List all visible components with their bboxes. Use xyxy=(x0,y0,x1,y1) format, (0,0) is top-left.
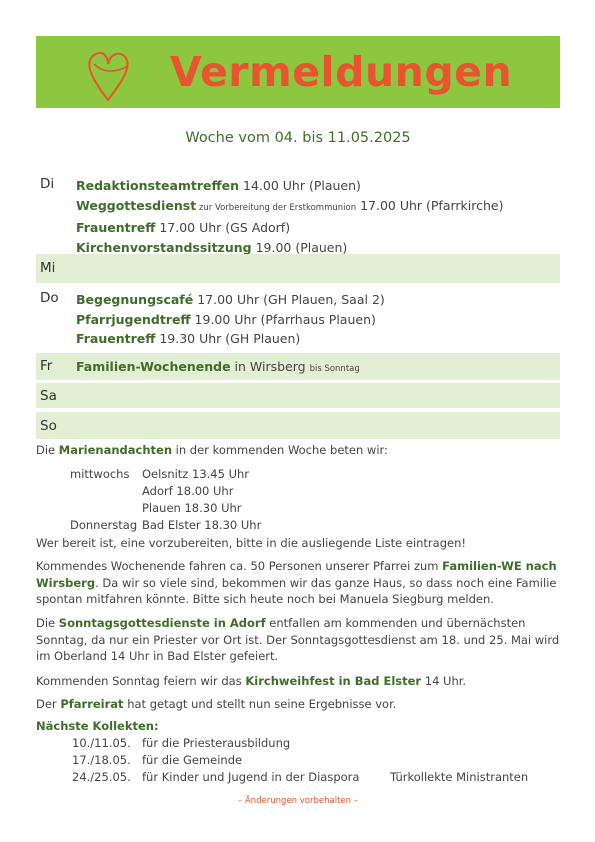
event-line: Redaktionsteamtreffen 14.00 Uhr (Plauen) xyxy=(76,178,361,193)
day-label: Di xyxy=(40,176,55,192)
day-label: Do xyxy=(40,290,59,306)
familien-paragraph: Kommendes Wochenende fahren ca. 50 Personen unserer Pfarrei zum Familien-WE nach Wirsberg. Da wir so viele sind, bekommen wir das ganze Haus, so dass noch eine Familie spontan mitfahren könnte. Bitte sich heute noch bei Manuela Siegburg melden. xyxy=(36,559,557,606)
day-row-wednesday xyxy=(36,254,560,283)
day-row-thursday xyxy=(36,287,560,349)
week-range: Woche vom 04. bis 11.05.2025 xyxy=(185,130,411,146)
event-line: Kirchenvorstandssitzung 19.00 (Plauen) xyxy=(76,239,348,255)
day-row-friday xyxy=(36,353,560,380)
day-row-sunday xyxy=(36,412,560,439)
day-label: Mi xyxy=(40,260,56,276)
page-title: Vermeldungen xyxy=(170,48,513,96)
day-row-saturday xyxy=(36,383,560,408)
day-row-tuesday xyxy=(36,171,560,254)
event-line: Begegnungscafé 17.00 Uhr (GH Plauen, Saal 2) xyxy=(76,292,385,307)
day-label: Sa xyxy=(40,388,57,404)
header-banner xyxy=(36,36,560,108)
event-line: Frauentreff 17.00 Uhr (GS Adorf) xyxy=(76,220,291,235)
event-line: Frauentreff 19.30 Uhr (GH Plauen) xyxy=(76,331,301,346)
marienandachten-note: Wer bereit ist, eine vorzubereiten, bitte in die ausliegende Liste eintragen! xyxy=(36,536,466,550)
kollekten-title: Nächste Kollekten: xyxy=(36,719,159,733)
marienandachten-intro: Die Marienandachten in der kommenden Woche beten wir: xyxy=(36,443,388,457)
kirchweih-paragraph: Kommenden Sonntag feiern wir das Kirchweihfest in Bad Elster 14 Uhr. xyxy=(36,674,467,688)
event-line: Familien-Wochenende in Wirsberg bis Sonntag xyxy=(76,359,360,374)
event-line: Weggottesdienst zur Vorbereitung der Erstkommunion 17.00 Uhr (Pfarrkirche) xyxy=(76,197,504,213)
sonntag-paragraph: Die Sonntagsgottesdienste in Adorf entfallen am kommenden und übernächsten Sonntag, da nur ein Priester vor Ort ist. Der Sonntagsgottesdienst am 18. und 25. Mai wird im Oberland 14 Uhr in Bad Elster gefeiert. xyxy=(36,616,560,663)
event-line: Pfarrjugendtreff 19.00 Uhr (Pfarrhaus Plauen) xyxy=(76,311,376,327)
footer-note: – Änderungen vorbehalten – xyxy=(238,796,358,806)
pfarrei-paragraph: Der Pfarreirat hat getagt und stellt nun seine Ergebnisse vor. xyxy=(36,697,397,711)
day-label: Fr xyxy=(40,358,53,374)
heart-outline-logo-icon xyxy=(80,44,136,104)
day-label: So xyxy=(40,418,57,434)
weekly-schedule xyxy=(36,171,560,439)
